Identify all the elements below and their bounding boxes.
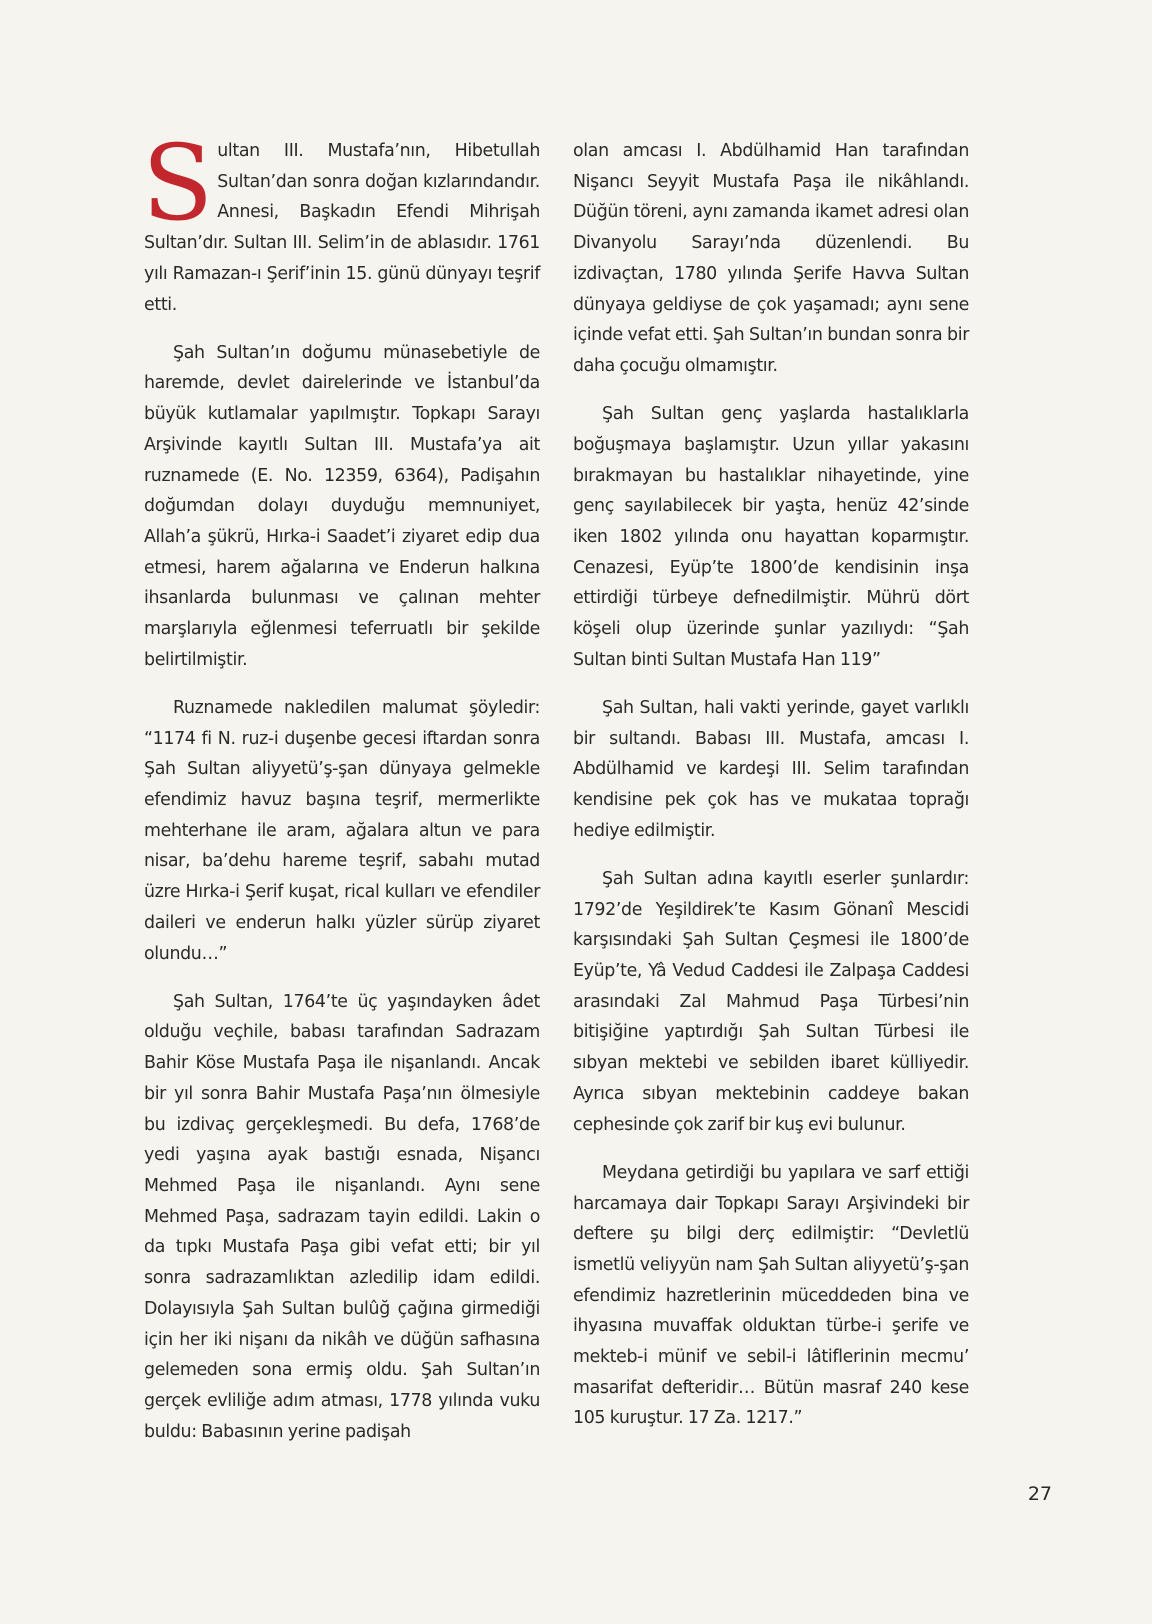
paragraph [142,122,540,320]
page-number: 27 [1027,1483,1052,1505]
paragraph: Meydana getirdiği bu yapılara ve sarf ettiği harcamaya dair Topkapı Sarayı Arşivindeki bir deftere şu bilgi derç edilmiştir: “Devletlü ismetlü veliyyün nam Şah Sultan aliyyetü’ş-şan efendimiz hazretlerinin müceddeden bina ve ihyasına muvaffak olduktan türbe-i şerife ve mekteb-i münif ve sebil-i lâtiflerinin mecmu’ masarifat defteridir… Bütün masraf 240 kese 105 kuruştur. 17 Za. 1217.” [573,1162,969,1429]
drop-cap: S [142,122,214,244]
paragraph: Şah Sultan genç yaşlarda hastalıklarla boğuşmaya başlamıştır. Uzun yıllar yakasını bırakmayan bu hastalıklar nihayetinde, yine genç sayılabilecek bir yaşta, henüz 42’sinde iken 1802 yılında onu hayattan koparmıştır. Cenazesi, Eyüp’te 1800’de kendisinin inşa ettirdiği türbeye defnedilmiştir. Mührü dört köşeli olup üzerinde şunlar yazılıydı: “Şah Sultan binti Sultan Mustafa Han 119” [573,404,969,670]
paragraph: Şah Sultan, 1764’te üç yaşındayken âdet olduğu veçhile, babası tarafından Sadrazam Bahir Köse Mustafa Paşa ile nişanlandı. Ancak bir yıl sonra Bahir Mustafa Paşa’nın ölmesiyle bu izdivaç gerçekleşmedi. Bu defa, 1768’de yedi yaşına ayak bastığı esnada, Nişancı Mehmed Paşa ile nişanlandı. Aynı sene Mehmed Paşa, sadrazam tayin edildi. Lakin o da tıpkı Mustafa Paşa gibi vefat etti; bir yıl sonra sadrazamlıktan azledilip idam edildi. Dolayısıyla Şah Sultan bulûğ çağına girmediği için her iki nişanı da nikâh ve düğün safhasına gelemeden sona ermiş oldu. Şah Sultan’ın gerçek evliliğe adım atması, 1778 yılında vuku buldu: Babasının yerine padişah [144,991,540,1442]
text-column-right [573,136,969,1452]
paragraph: Ruznamede nakledilen malumat şöyledir: “1174 fi N. ruz-i duşenbe gecesi iftardan sonra Şah Sultan aliyyetü’ş-şan dünyaya gelmekle efendimiz havuz başına teşrif, mermerlikte mehterhane ile aram, ağalara altun ve para nisar, ba’dehu hareme teşrif, sabahı mutad üzre Hırka-i Şerif kuşat, rical kulları ve efendiler daileri ve enderun halkı yüzler sürüp ziyaret olundu…” [144,697,540,964]
paragraph-text: ultan III. Mustafa’nın, Hibetullah Sultan’dan sonra doğan kızlarındandır. Annesi, Başkadın Efendi Mihrişah Sultan’dır. Sultan III. Selim’in de ablasıdır. 1761 yılı Ramazan-ı Şerif’inin 15. günü dünyayı teşrif etti. [144,141,540,315]
paragraph: Şah Sultan, hali vakti yerinde, gayet varlıklı bir sultandı. Babası III. Mustafa, amcası I. Abdülhamid ve kardeşi III. Selim tarafından kendisine pek çok has ve mukataa toprağı hediye edilmiştir. [573,697,969,841]
paragraph: Şah Sultan adına kayıtlı eserler şunlardır: 1792’de Yeşildirek’te Kasım Gönanî Mescidi karşısındaki Şah Sultan Çeşmesi ile 1800’de Eyüp’te, Yâ Vedud Caddesi ile Zalpaşa Caddesi arasındaki Zal Mahmud Paşa Türbesi’nin bitişiğine yaptırdığı Şah Sultan Türbesi ile sıbyan mektebi ve sebilden ibaret külliyedir. Ayrıca sıbyan mektebinin caddeye bakan cephesinde çok zarif bir kuş evi bulunur. [573,868,969,1135]
paragraph: Şah Sultan’ın doğumu münasebetiyle de haremde, devlet dairelerinde ve İstanbul’da büyük kutlamalar yapılmıştır. Topkapı Sarayı Arşivinde kayıtlı Sultan III. Mustafa’ya ait ruznamede (E. No. 12359, 6364), Padişahın doğumdan dolayı duyduğu memnuniyet, Allah’a şükrü, Hırka-i Saadet’i ziyaret edip dua etmesi, harem ağalarına ve Enderun halkına ihsanlarda bulunması ve çalınan mehter marşlarıyla eğlenmesi teferruatlı bir şekilde belirtilmiştir. [144,342,540,670]
paragraph: olan amcası I. Abdülhamid Han tarafından Nişancı Seyyit Mustafa Paşa ile nikâhlandı. Düğün töreni, aynı zamanda ikamet adresi olan Divanyolu Sarayı’nda düzenlendi. Bu izdivaçtan, 1780 yılında Şerife Havva Sultan dünyaya geldiyse de çok yaşamadı; aynı sene içinde vefat etti. Şah Sultan’ın bundan sonra bir daha çocuğu olmamıştır. [573,141,969,376]
text-column-left [142,122,540,1465]
